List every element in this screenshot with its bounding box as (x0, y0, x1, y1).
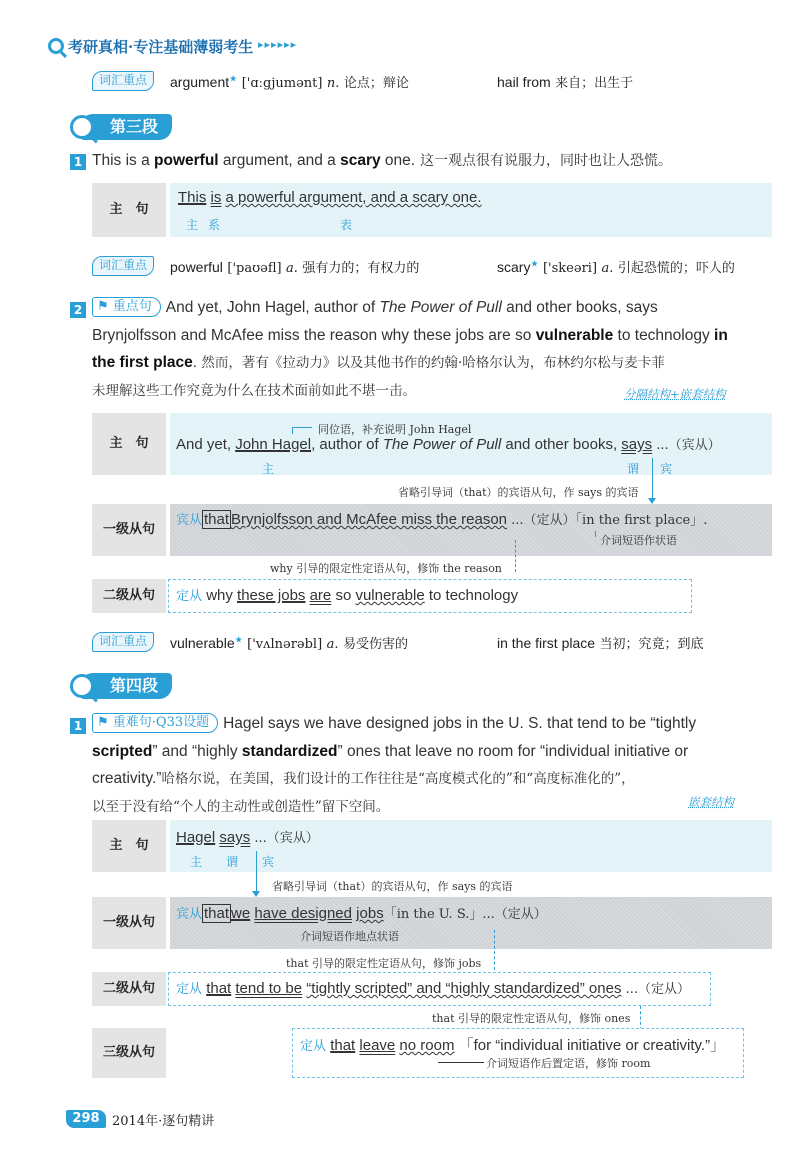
predicative: a powerful argument, and a scary one. (225, 189, 482, 206)
translation: 哈格尔说，在美国，我们设计的工作往往是“高度模式化的”和“高度标准化的”， (161, 771, 635, 787)
linking-verb: is (210, 189, 222, 206)
search-icon (48, 38, 64, 54)
translation: 这一观点很有说服力，同时也让人恐慌。 (420, 153, 673, 169)
vocab-tag: 词汇重点 (92, 256, 154, 276)
sentence-text (92, 147, 672, 175)
analysis-sentence (300, 1034, 725, 1055)
sentence-number: 1 (70, 718, 86, 734)
conjunction: that (204, 905, 230, 922)
text-run: 「in the U. S.」...（定从） (383, 907, 547, 922)
section-banner-4: 第四段 (80, 673, 172, 699)
role-predicative: 表 (340, 218, 353, 232)
vocab-def: 来自；出生于 (555, 76, 634, 91)
object: jobs (356, 905, 384, 922)
subject: John Hagel (235, 436, 312, 453)
role-subject: 主 (186, 218, 199, 232)
search-icon (70, 674, 94, 698)
predicate: have designed (254, 905, 352, 922)
vocab-pos: n. (326, 76, 340, 91)
text-run: argument, and a (218, 152, 341, 169)
predicate: says (219, 829, 251, 846)
vocab-tag: 词汇重点 (92, 71, 154, 91)
vocab-ipa: ['paʊəfl] (227, 261, 282, 276)
pointer-line (652, 458, 653, 500)
header-title: 考研真相·专注基础薄弱考生 (68, 38, 254, 56)
keyword: the first place (92, 354, 193, 371)
vocab-pos: a. (326, 637, 339, 652)
text-run: and other books, (501, 436, 622, 453)
subject: Hagel (176, 829, 216, 846)
text-run: . (192, 354, 202, 371)
linking-verb: are (309, 587, 332, 604)
page-number: 298 (66, 1110, 106, 1128)
book-title: The Power of Pull (382, 436, 502, 453)
note-appositive: 同位语，补充说明 John Hagel (318, 423, 472, 436)
text-run: And yet, (176, 436, 236, 453)
vocab-entry-hail-from (497, 72, 633, 91)
text-run: and other books, says (501, 299, 658, 316)
text-run: , author of (311, 436, 383, 453)
vocab-ipa: ['skeəri] (542, 261, 598, 276)
pointer-line (515, 540, 516, 572)
clause-tag: 宾从 (176, 907, 203, 922)
keyword: standardized (241, 742, 338, 760)
vocab-word: powerful (170, 259, 223, 275)
text-run: so (331, 587, 356, 604)
linking-verb: tend to be (235, 980, 303, 997)
search-icon (70, 115, 94, 139)
text-run: This is a (92, 152, 155, 169)
vocab-entry-argument (170, 72, 409, 91)
note-object-clause: 省略引导词（that）的宾语从句，作 says 的宾语 (398, 486, 639, 499)
vocab-def: 论点；辩论 (343, 76, 409, 91)
sentence-number: 2 (70, 302, 86, 318)
pointer-line (595, 531, 596, 537)
text-run: 「for “individual initiative or creativity.”」 (458, 1037, 726, 1054)
label-main-clause: 主 句 (92, 413, 166, 475)
vocab-pos: a. (286, 261, 298, 276)
pointer-line (438, 1062, 484, 1063)
keyword: powerful (154, 152, 219, 169)
clause-tag: 定从 (176, 982, 203, 997)
analysis-sentence (176, 509, 707, 528)
text-run: ...（宾从） (652, 438, 721, 453)
analysis-sentence (178, 189, 482, 206)
flag-key-sentence (92, 297, 161, 317)
vocab-word: in the first place (497, 635, 596, 651)
subject: that (330, 1037, 356, 1054)
text-run: to technology (613, 326, 715, 344)
note-why-clause: why 引导的限定性定语从句，修饰 the reason (270, 562, 502, 575)
translation: 然而，著有《拉动力》以及其他书作的约翰·哈格尔认为，布林约尔松与麦卡菲 (201, 355, 665, 371)
clause-tag: 定从 (300, 1039, 327, 1054)
vocab-entry-first-place (497, 633, 704, 652)
sentence-number: 1 (70, 154, 86, 170)
text-run: Hagel says we have designed jobs in the U. S. that tend to be “tightly (223, 715, 697, 732)
conjunction: why (206, 587, 238, 604)
analysis-sentence (176, 434, 721, 453)
section-banner-3: 第三段 (80, 114, 172, 140)
pointer-line (640, 1006, 641, 1030)
text-run: ...（定从）「in the first place」. (507, 513, 708, 528)
text-run: ” and “highly (152, 742, 242, 760)
subject: This (178, 189, 207, 206)
vocab-entry-vulnerable (170, 633, 408, 652)
keyword: in (714, 326, 728, 344)
flag-icon: ⚑ (97, 715, 109, 730)
note-place-adverbial: 介词短语作地点状语 (300, 930, 399, 943)
role-subject: 主 (262, 462, 275, 476)
keyword: scripted (92, 742, 153, 760)
vocab-entry-scary (497, 257, 735, 276)
predicate: says (621, 436, 653, 453)
vocab-def: 强有力的；有权力的 (302, 261, 420, 276)
vocab-word: argument (170, 74, 230, 90)
analysis-sentence (176, 978, 690, 997)
sentence-text (92, 710, 752, 820)
vocab-pos: a. (601, 261, 614, 276)
vocab-tag: 词汇重点 (92, 632, 154, 652)
header-arrows: ▸▸▸▸▸▸ (258, 38, 298, 51)
text-run: ” ones that leave no room for “individual initiative or (337, 742, 689, 760)
text-run: ...（定从） (621, 982, 690, 997)
note-that-clause-1: that 引导的限定性定语从句，修饰 jobs (286, 957, 482, 970)
label-level1: 一级从句 (92, 897, 166, 949)
flag-icon: ⚑ (97, 299, 109, 314)
note-post-modifier: 介词短语作后置定语，修饰 room (486, 1057, 651, 1070)
vocab-entry-powerful (170, 257, 419, 276)
text-run: one. (380, 152, 416, 169)
text-run: ...（宾从） (250, 831, 319, 846)
vocab-def: 当初；究竟；到底 (599, 637, 704, 652)
text-run: And yet, John Hagel, author of (165, 299, 380, 316)
vocab-ipa: ['vʌlnərəbl] (247, 637, 323, 652)
subject: these jobs (237, 587, 306, 604)
predicate: leave (359, 1037, 396, 1054)
clause-body: Brynjolfsson and McAfee miss the reason (231, 511, 508, 528)
label-level1: 一级从句 (92, 504, 166, 556)
role-predicate: 谓 (627, 462, 640, 476)
predicative: vulnerable (355, 587, 425, 604)
label-main-clause: 主 句 (92, 820, 166, 872)
role-linking: 系 (208, 218, 221, 232)
label-level3: 三级从句 (92, 1028, 166, 1078)
note-prep-phrase: 介词短语作状语 (600, 534, 677, 547)
structure-note: 嵌套结构 (688, 795, 734, 809)
subject: we (231, 905, 251, 922)
vocab-word: hail from (497, 74, 551, 90)
conjunction: that (204, 511, 230, 528)
translation: 以至于没有给“个人的主动性或创造性”留下空间。 (92, 798, 390, 815)
keyword: vulnerable (535, 326, 614, 344)
flag-label: 重难句·Q33设题 (112, 715, 210, 730)
text-run: to technology (424, 587, 519, 604)
analysis-sentence (176, 903, 547, 922)
label-level2: 二级从句 (92, 579, 166, 613)
pointer-line (292, 427, 312, 428)
role-predicate: 谓 (226, 855, 239, 869)
translation: 未理解这些工作究竟为什么在技术面前如此不堪一击。 (92, 382, 416, 399)
book-title: The Power of Pull (379, 299, 502, 316)
structure-note: 分隔结构+嵌套结构 (624, 387, 726, 401)
pointer-line (256, 851, 257, 893)
pointer-line (494, 930, 495, 970)
vocab-def: 易受伤害的 (342, 637, 408, 652)
keyword: scary (340, 152, 381, 169)
analysis-sentence (176, 827, 319, 846)
text-run: Brynjolfsson and McAfee miss the reason why these jobs are so (92, 326, 536, 344)
text-run: creativity.” (92, 770, 162, 787)
note-that-clause-2: that 引导的限定性定语从句，修饰 ones (432, 1012, 631, 1025)
flag-difficult-sentence (92, 713, 218, 733)
note-object-clause: 省略引导词（that）的宾语从句，作 says 的宾语 (272, 880, 513, 893)
pointer-line (292, 427, 293, 434)
subject: that (206, 980, 232, 997)
label-level2: 二级从句 (92, 972, 166, 1006)
clause-tag: 宾从 (176, 513, 203, 528)
object: no room (399, 1037, 455, 1054)
vocab-def: 引起恐慌的；吓人的 (617, 261, 735, 276)
role-object: 宾 (660, 462, 673, 476)
star-icon: ★ (229, 74, 238, 85)
predicative: “tightly scripted” and “highly standardized” ones (306, 980, 622, 997)
star-icon: ★ (234, 635, 243, 646)
vocab-word: vulnerable (170, 635, 235, 651)
star-icon: ★ (530, 259, 539, 270)
flag-label: 重点句 (112, 299, 152, 314)
vocab-ipa: ['ɑːgjumənt] (241, 76, 323, 91)
role-object: 宾 (262, 855, 275, 869)
clause-tag: 定从 (176, 589, 203, 604)
label-main-clause: 主 句 (92, 183, 166, 237)
vocab-word: scary (497, 259, 531, 275)
analysis-sentence (176, 585, 518, 604)
role-subject: 主 (190, 855, 203, 869)
page-footer-title: 2014年·逐句精讲 (112, 1114, 215, 1129)
